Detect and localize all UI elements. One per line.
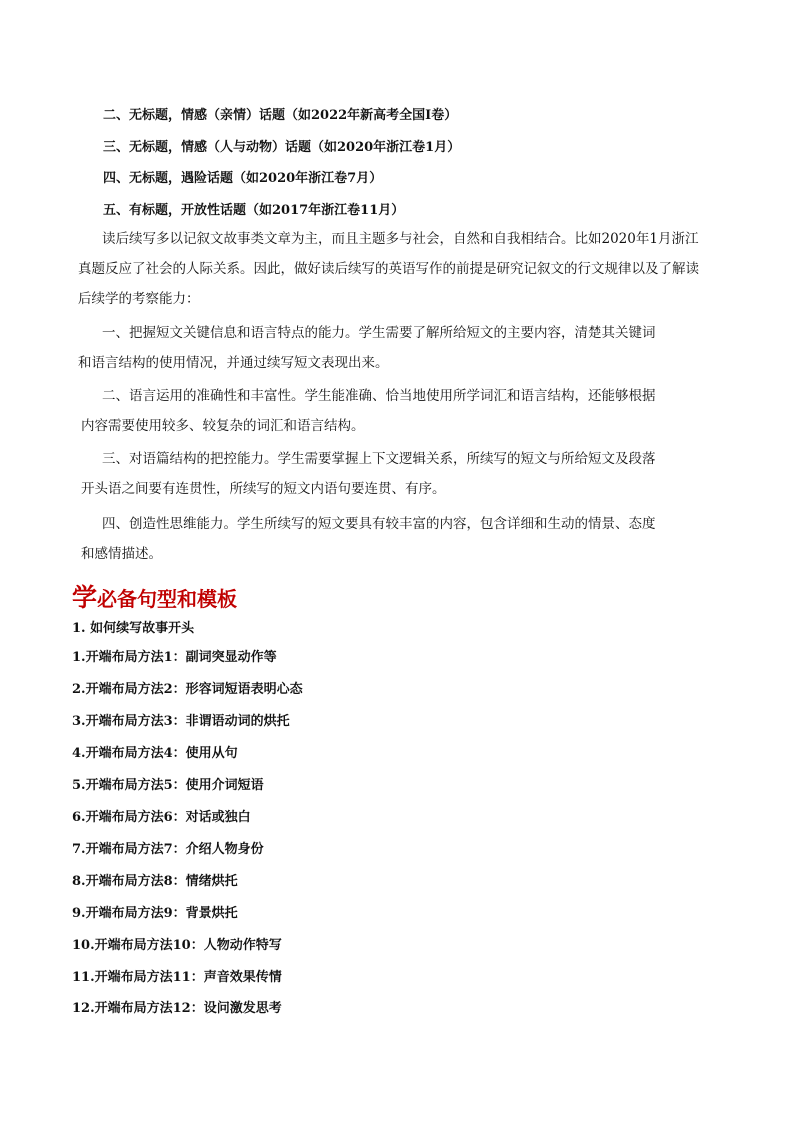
ability-line: 和语言结构的使用情况，并通过续写短文表现出来。 [78, 355, 389, 371]
topic-line: 四、无标题，遇险话题（如2020年浙江卷7月） [103, 171, 383, 186]
method-item: 11.开端布局方法11：声音效果传情 [72, 970, 282, 985]
method-item: 7.开端布局方法7：介绍人物身份 [72, 842, 264, 857]
ability-line: 内容需要使用较多、较复杂的词汇和语言结构。 [81, 418, 365, 434]
ability-line: 三、对语篇结构的把控能力。学生需要掌握上下文逻辑关系，所续写的短文与所给短文及段落 [102, 451, 656, 467]
method-item: 3.开端布局方法3：非谓语动词的烘托 [72, 714, 290, 729]
intro-line: 后续学的考察能力： [78, 291, 200, 307]
method-item: 8.开端布局方法8：情绪烘托 [72, 874, 238, 889]
method-item: 2.开端布局方法2：形容词短语表明心态 [72, 682, 303, 697]
ability-paragraph [78, 509, 718, 569]
ability-line: 四、创造性思维能力。学生所续写的短文要具有较丰富的内容，包含详细和生动的情景、态度 [102, 516, 656, 532]
ability-line: 一、把握短文关键信息和语言特点的能力。学生需要了解所给短文的主要内容，清楚其关键词 [102, 325, 656, 341]
section-title-rest: 必备句型和模板 [97, 587, 238, 611]
ability-paragraph [78, 318, 718, 378]
ability-line: 开头语之间要有连贯性，所续写的短文内语句要连贯、有序。 [81, 481, 446, 497]
method-item: 9.开端布局方法9：背景烘托 [72, 906, 238, 921]
topic-line: 五、有标题，开放性话题（如2017年浙江卷11月） [103, 203, 405, 218]
method-item: 4.开端布局方法4：使用从句 [72, 746, 238, 761]
section-title [72, 578, 237, 614]
intro-paragraph [78, 224, 718, 314]
method-item: 1.开端布局方法1：副词突显动作等 [72, 650, 277, 665]
topic-line: 二、无标题，情感（亲情）话题（如2022年新高考全国Ⅰ卷） [103, 108, 458, 123]
ability-line: 二、语言运用的准确性和丰富性。学生能准确、恰当地使用所学词汇和语言结构，还能够根据 [102, 388, 656, 404]
intro-line: 读后续写多以记叙文故事类文章为主，而且主题多与社会，自然和自我相结合。比如2020年1月浙江 [102, 231, 699, 247]
method-item: 5.开端布局方法5：使用介词短语 [72, 778, 264, 793]
method-item: 6.开端布局方法6：对话或独白 [72, 810, 251, 825]
topic-line: 三、无标题，情感（人与动物）话题（如2020年浙江卷1月） [103, 140, 461, 155]
method-item: 10.开端布局方法10：人物动作特写 [72, 938, 282, 953]
section-title-first-char: 学 [72, 583, 98, 612]
ability-line: 和感情描述。 [81, 546, 162, 562]
method-item: 12.开端布局方法12：设问激发思考 [72, 1001, 282, 1016]
subheading: 1. 如何续写故事开头 [72, 621, 195, 636]
ability-paragraph [78, 444, 718, 504]
ability-paragraph [78, 381, 718, 441]
intro-line: 真题反应了社会的人际关系。因此，做好读后续写的英语写作的前提是研究记叙文的行文规律以及了解读 [78, 261, 699, 277]
